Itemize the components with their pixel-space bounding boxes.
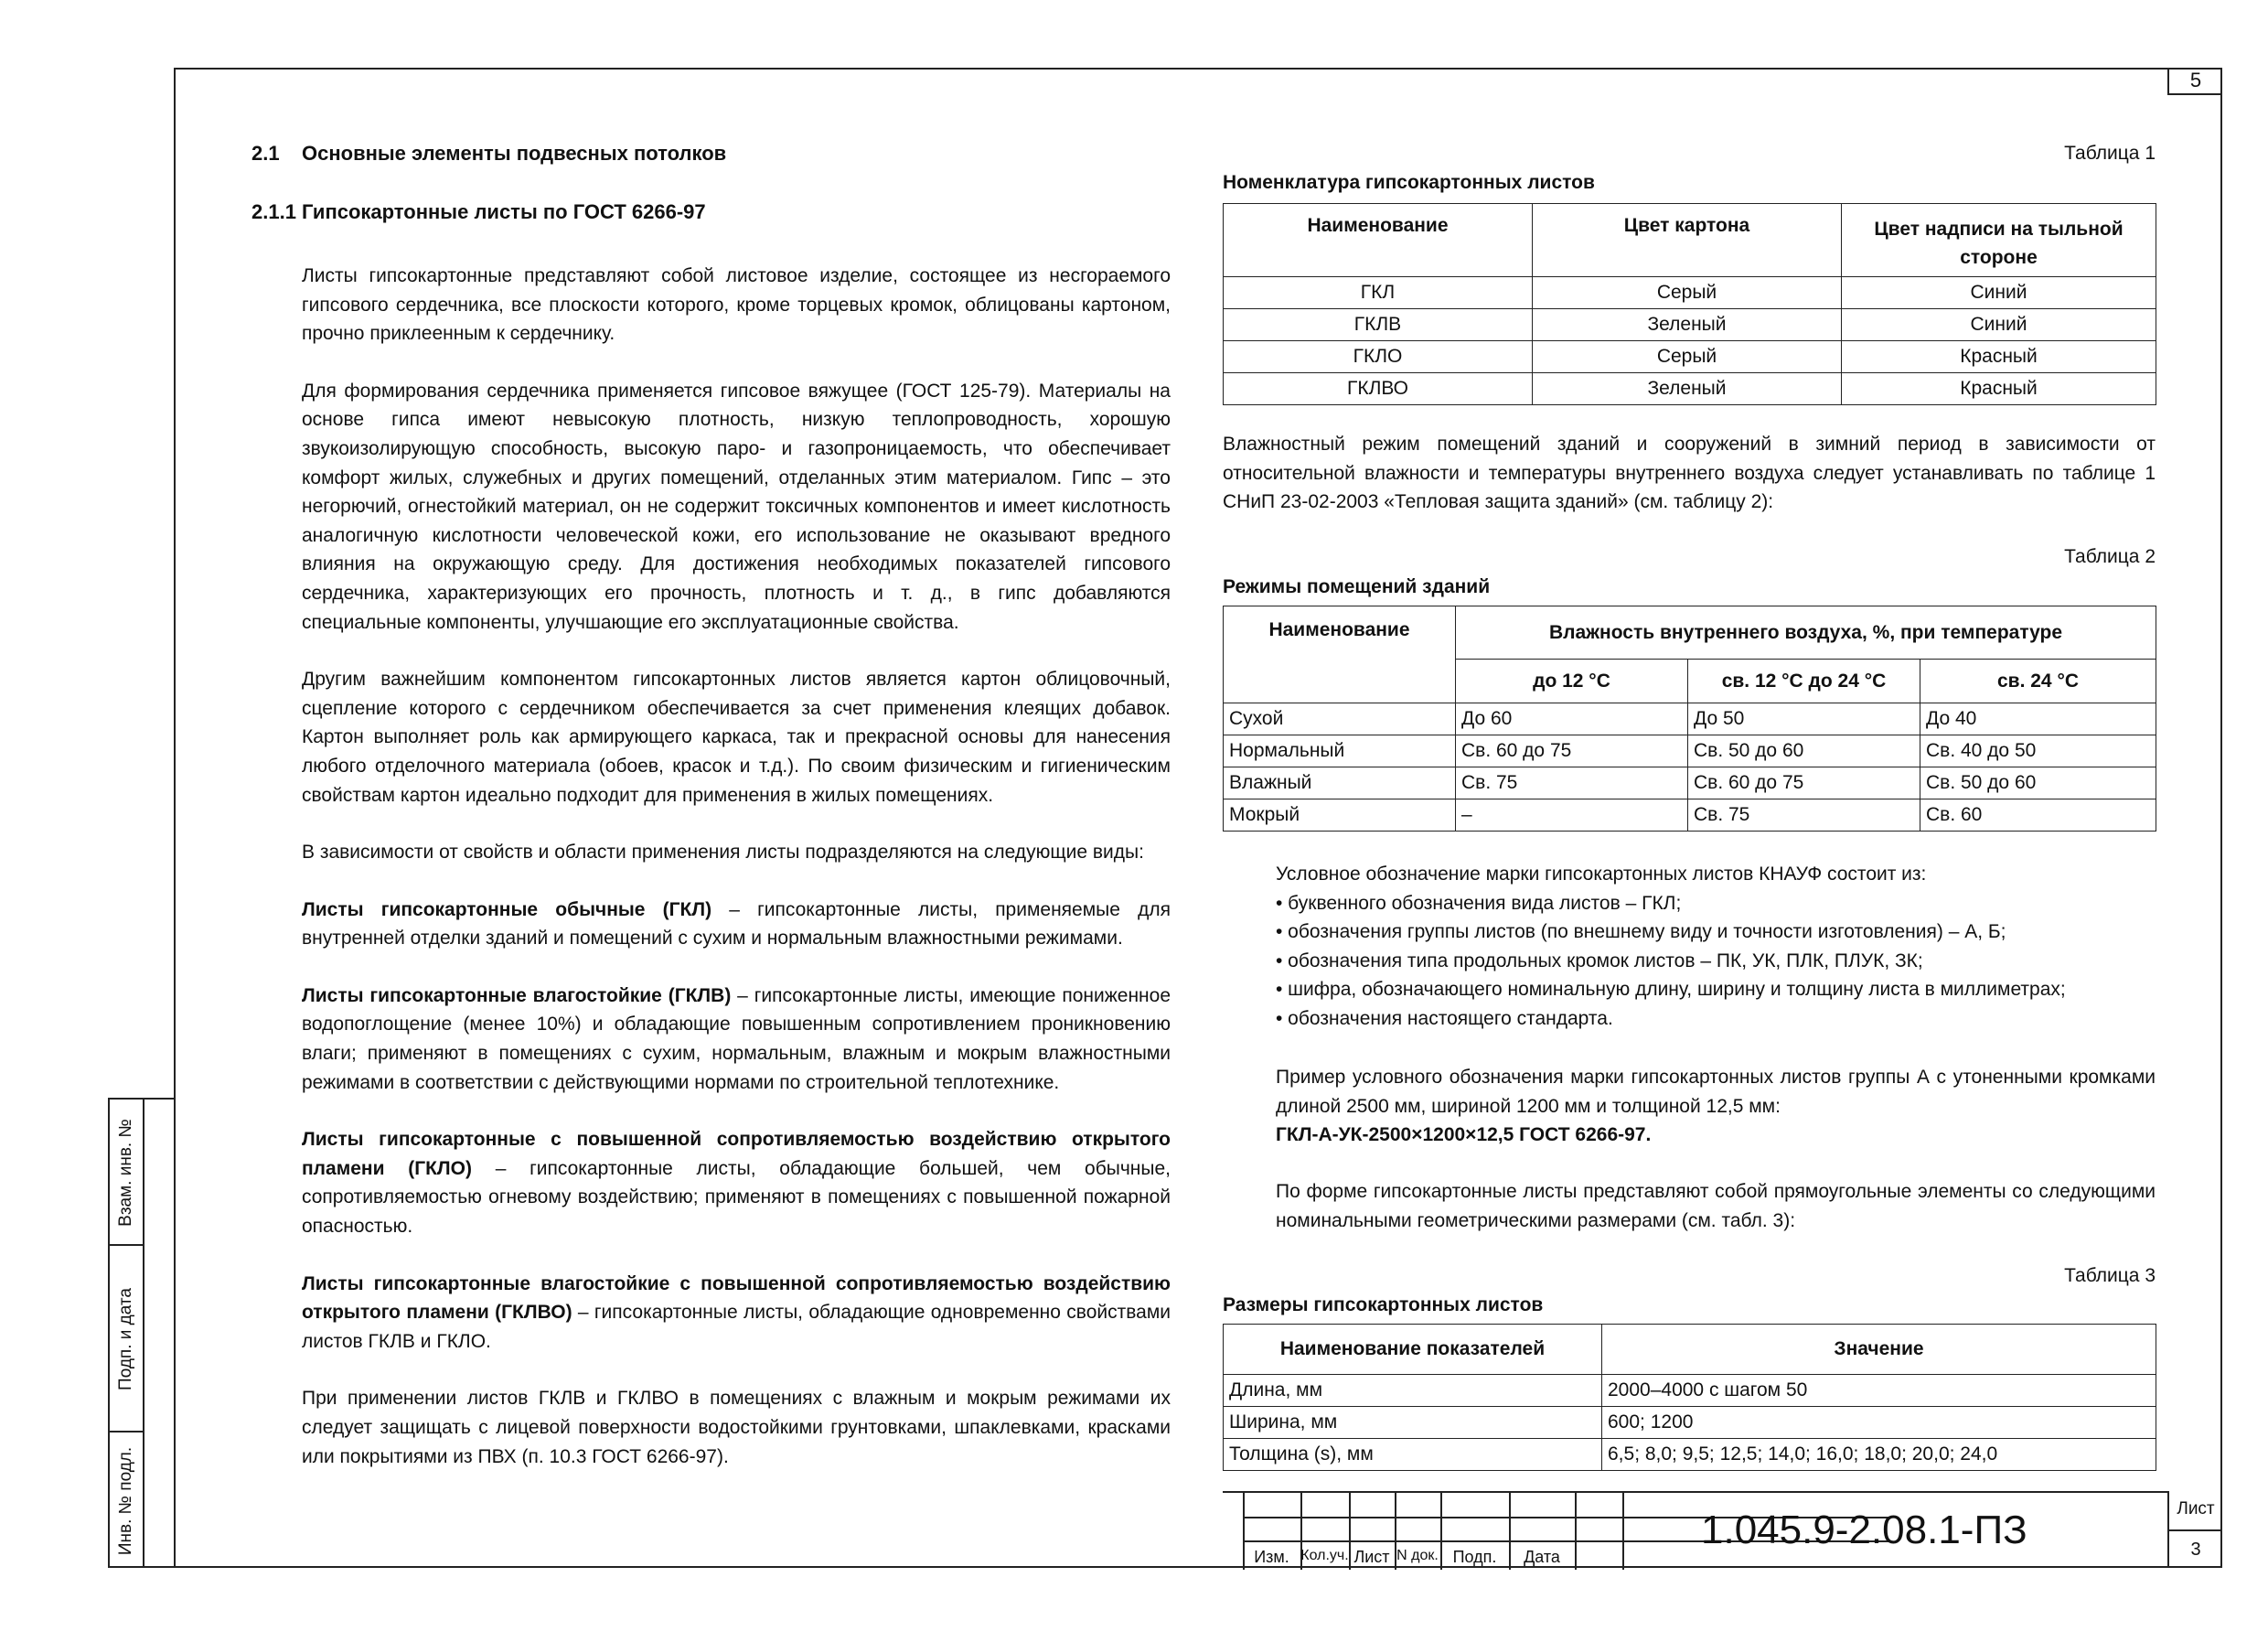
table1-header-cell: Наименование [1224, 204, 1533, 277]
paragraph-definition: Листы гипсокартонные представляют собой листовое изделие, состоящее из несгораемого гипсового сердечника, все плоскости которого, кроме торцевых кромок, облицованы картоном, прочно приклеенным к сердечнику. [302, 265, 1171, 345]
table3 [1223, 1324, 2156, 1471]
marking-list [1276, 860, 2156, 1034]
table1-caption: Номенклатура гипсокартонных листов [1223, 172, 1595, 193]
stamp-label-doc: N док. [1396, 1548, 1439, 1563]
table-cell: ГКЛВ [1224, 309, 1533, 341]
side-stamp-sign-date: Подп. и дата [116, 1288, 136, 1390]
stamp-label-date: Дата [1524, 1548, 1560, 1566]
stamp-label-sheet: Лист [1353, 1548, 1390, 1566]
stamp-label-change: Изм. [1254, 1548, 1289, 1566]
table-cell: Св. 50 до 60 [1688, 735, 1920, 767]
table-cell: Сухой [1224, 703, 1456, 735]
table-cell: Св. 75 [1456, 767, 1688, 799]
document-code: 1.045.9-2.08.1-ПЗ [1701, 1508, 2027, 1552]
table-row [1224, 735, 2156, 767]
table3-container [1223, 1324, 2156, 1471]
table-cell: Серый [1533, 277, 1842, 309]
paragraph-shape: По форме гипсокартонные листы представляют собой прямоугольные элементы со следующими номинальными геометрическими размерами (см. табл. 3): [1276, 1181, 2156, 1231]
list-item: • шифра, обозначающего номинальную длину, ширину и толщину листа в миллиметрах; [1276, 979, 2066, 1001]
side-stamp-replace-inv: Взам. инв. № [116, 1119, 135, 1227]
paragraph-gklvo-term: Листы гипсокартонные влагостойкие с повышенной сопротивляемостью воздействию открытого пламени (ГКЛВО) [302, 1272, 1171, 1324]
table-cell: Серый [1533, 341, 1842, 373]
paragraph-gklv [302, 982, 1171, 1097]
table1 [1223, 203, 2156, 405]
side-stamp [108, 1098, 174, 1568]
table-row [1224, 703, 2156, 735]
subsection-title: Гипсокартонные листы по ГОСТ 6266-97 [302, 200, 706, 223]
subsection-number: 2.1.1 [251, 200, 296, 223]
list-item: • буквенного обозначения вида листов – ГКЛ; [1276, 892, 1682, 914]
list-item: • обозначения типа продольных кромок листов – ПК, УК, ПЛК, ПЛУК, ЗК; [1276, 950, 1923, 971]
paragraph-cardboard: Другим важнейшим компонентом гипсокартонных листов является картон облицовочный, сцепление которого с сердечником обеспечивается за счет применения клеящих добавок. Картон выполняет роль как армирующего каркаса, так и прекрасной основы для нанесения любого отделочного материала (обоев, красок и т.д.). По своим физическим и гигиеническим свойствам картон идеально подходит для применения в жилых помещениях. [302, 669, 1171, 806]
table-row [1224, 373, 2156, 405]
table3-header-row [1224, 1325, 2156, 1375]
table-cell: Синий [1842, 277, 2156, 309]
paragraph-gklv-text: – гипсокартонные листы, имеющие пониженное водопоглощение (менее 10%) и обладающие повышенным сопротивлением проникновению влаги; применяют в помещениях с сухим, нормальным, влажным и мокрым влажностными режимами в соответствии с действующими нормами по строительной теплотехнике. [302, 984, 1171, 1093]
stamp-label-count: Кол.уч. [1300, 1548, 1349, 1563]
table-row [1224, 767, 2156, 799]
marking-example-code: ГКЛ-А-УК-2500×1200×12,5 ГОСТ 6266-97. [1276, 1124, 1652, 1146]
humidity-paragraph-container [1223, 430, 2156, 517]
paragraph-gkl-term: Листы гипсокартонные обычные (ГКЛ) [302, 898, 712, 920]
paragraph-gklo-term: Листы гипсокартонные с повышенной сопротивляемостью воздействию открытого пламени (ГКЛО) [302, 1129, 1171, 1179]
table1-container [1223, 203, 2156, 405]
table-cell: Св. 60 до 75 [1456, 735, 1688, 767]
table2 [1223, 606, 2156, 832]
table1-header-row [1224, 204, 2156, 277]
table-cell: ГКЛО [1224, 341, 1533, 373]
table-cell: Нормальный [1224, 735, 1456, 767]
table2-header-group: Влажность внутреннего воздуха, %, при температуре [1456, 606, 2156, 660]
table-cell: Св. 60 [1920, 799, 2156, 832]
paragraph-gklv-term: Листы гипсокартонные влагостойкие (ГКЛВ) [302, 984, 732, 1006]
page-number: 5 [2167, 68, 2222, 95]
table1-header-cell: Цвет картона [1533, 204, 1842, 277]
table2-number: Таблица 2 [2064, 546, 2156, 567]
sheet-number: 3 [2190, 1540, 2201, 1560]
table-cell: Красный [1842, 373, 2156, 405]
table-cell: Св. 40 до 50 [1920, 735, 2156, 767]
section-title: Основные элементы подвесных потолков [302, 142, 727, 165]
table2-caption: Режимы помещений зданий [1223, 576, 1491, 597]
paragraph-gklvo-text: – гипсокартонные листы, обладающие одновременно свойствами листов ГКЛВ и ГКЛО. [302, 1302, 1171, 1352]
table1-number: Таблица 1 [2064, 143, 2156, 164]
table-cell: До 50 [1688, 703, 1920, 735]
title-block-divider [1575, 1493, 1577, 1570]
table-cell: Мокрый [1224, 799, 1456, 832]
sheet-box [2167, 1491, 2222, 1568]
paragraph-protection: При применении листов ГКЛВ и ГКЛВО в помещениях с влажным и мокрым режимами их следует защищать с лицевой поверхности водостойкими грунтовками, шпаклевками, красками или покрытиями из ПВХ (п. 10.3 ГОСТ 6266-97). [302, 1388, 1171, 1467]
shape-paragraph-container [1276, 1177, 2156, 1235]
table2-header-name: Наименование [1224, 606, 1456, 703]
table-cell: Красный [1842, 341, 2156, 373]
table1-header-cell: Цвет надписи на тыльной стороне [1842, 204, 2156, 277]
table-row [1224, 799, 2156, 832]
left-text-column [302, 262, 1171, 1471]
table-row [1224, 309, 2156, 341]
paragraph-gklo-text: – гипсокартонные листы, обладающие большей, чем обычные, сопротивляемостью огневому воздействию; применяют в помещениях с повышенной пожарной опасностью. [302, 1157, 1171, 1238]
table-cell: Св. 75 [1688, 799, 1920, 832]
list-item: • обозначения группы листов (по внешнему виду и точности изготовления) – А, Б; [1276, 921, 2006, 943]
table-cell: ГКЛВО [1224, 373, 1533, 405]
table-cell: 600; 1200 [1602, 1407, 2156, 1439]
table-cell: До 40 [1920, 703, 2156, 735]
sheet-label: Лист [2169, 1491, 2222, 1531]
marking-intro: Условное обозначение марки гипсокартонных листов КНАУФ состоит из: [1276, 864, 1927, 885]
list-item: • обозначения настоящего стандарта. [1276, 1007, 1613, 1029]
table-cell: 6,5; 8,0; 9,5; 12,5; 14,0; 16,0; 18,0; 20,0; 24,0 [1602, 1439, 2156, 1471]
paragraph-gkl [302, 896, 1171, 953]
paragraph-types-intro: В зависимости от свойств и области применения листы подразделяются на следующие виды: [302, 842, 1144, 864]
marking-example-block [1276, 1063, 2156, 1150]
paragraph-gklo [302, 1125, 1171, 1240]
table-cell: Св. 60 до 75 [1688, 767, 1920, 799]
paragraph-gklvo [302, 1270, 1171, 1357]
table3-header-cell: Наименование показателей [1224, 1325, 1602, 1375]
table-cell: Толщина (s), мм [1224, 1439, 1602, 1471]
table-cell: Влажный [1224, 767, 1456, 799]
table-cell: – [1456, 799, 1688, 832]
side-stamp-inv-original: Инв. № подл. [116, 1446, 136, 1556]
table-row [1224, 341, 2156, 373]
table3-number: Таблица 3 [2064, 1265, 2156, 1286]
table-cell: ГКЛ [1224, 277, 1533, 309]
table-cell: Зеленый [1533, 309, 1842, 341]
stamp-label-sign: Подп. [1452, 1548, 1497, 1566]
paragraph-humidity: Влажностный режим помещений зданий и сооружений в зимний период в зависимости от относительной влажности и температуры внутреннего воздуха следует устанавливать по таблице 1 СНиП 23-02-2003 «Тепловая защита зданий» (см. таблицу 2): [1223, 434, 2156, 513]
table2-subheader-cell: до 12 °С [1456, 660, 1688, 703]
table2-subheader-cell: св. 12 °С до 24 °С [1688, 660, 1920, 703]
table-row [1224, 277, 2156, 309]
table-row [1224, 1375, 2156, 1407]
table-cell: Длина, мм [1224, 1375, 1602, 1407]
table2-container [1223, 606, 2156, 832]
table2-header-row [1224, 606, 2156, 660]
table-cell: Св. 50 до 60 [1920, 767, 2156, 799]
section-number: 2.1 [251, 142, 280, 165]
title-block-divider [1622, 1493, 1624, 1570]
paragraph-core: Для формирования сердечника применяется гипсовое вяжущее (ГОСТ 125-79). Материалы на основе гипса имеют невысокую плотность, низкую теплопроводность, хорошую звукоизолирующую способность, высокую паро- и газопроницаемость, что обеспечивает комфорт жилых, служебных и других помещений, отделанных этим материалом. Гипс – это негорючий, огнестойкий материал, он не содержит токсичных компонентов и имеет кислотность аналогичную кислотности человеческой кожи, его использование не оказывают вредного влияния на окружающую среду. Для достижения необходимых показателей гипсового сердечника, характеризующих его прочность, плотность и т. д., в гипс добавляются специальные компоненты, улучшающие его эксплуатационные свойства. [302, 380, 1171, 633]
table-cell: Зеленый [1533, 373, 1842, 405]
table-cell: До 60 [1456, 703, 1688, 735]
table3-caption: Размеры гипсокартонных листов [1223, 1294, 1544, 1315]
table3-header-cell: Значение [1602, 1325, 2156, 1375]
table-cell: Ширина, мм [1224, 1407, 1602, 1439]
table-row [1224, 1439, 2156, 1471]
marking-example: Пример условного обозначения марки гипсокартонных листов группы А с утоненными кромками длиной 2500 мм, шириной 1200 мм и толщиной 12,5 мм: [1276, 1067, 2156, 1117]
table2-subheader-cell: св. 24 °С [1920, 660, 2156, 703]
table-cell: 2000–4000 с шагом 50 [1602, 1375, 2156, 1407]
paragraph-gkl-text: – гипсокартонные листы, применяемые для внутренней отделки зданий и помещений с сухим и нормальным влажностными режимами. [302, 898, 1171, 950]
table-row [1224, 1407, 2156, 1439]
table-cell: Синий [1842, 309, 2156, 341]
